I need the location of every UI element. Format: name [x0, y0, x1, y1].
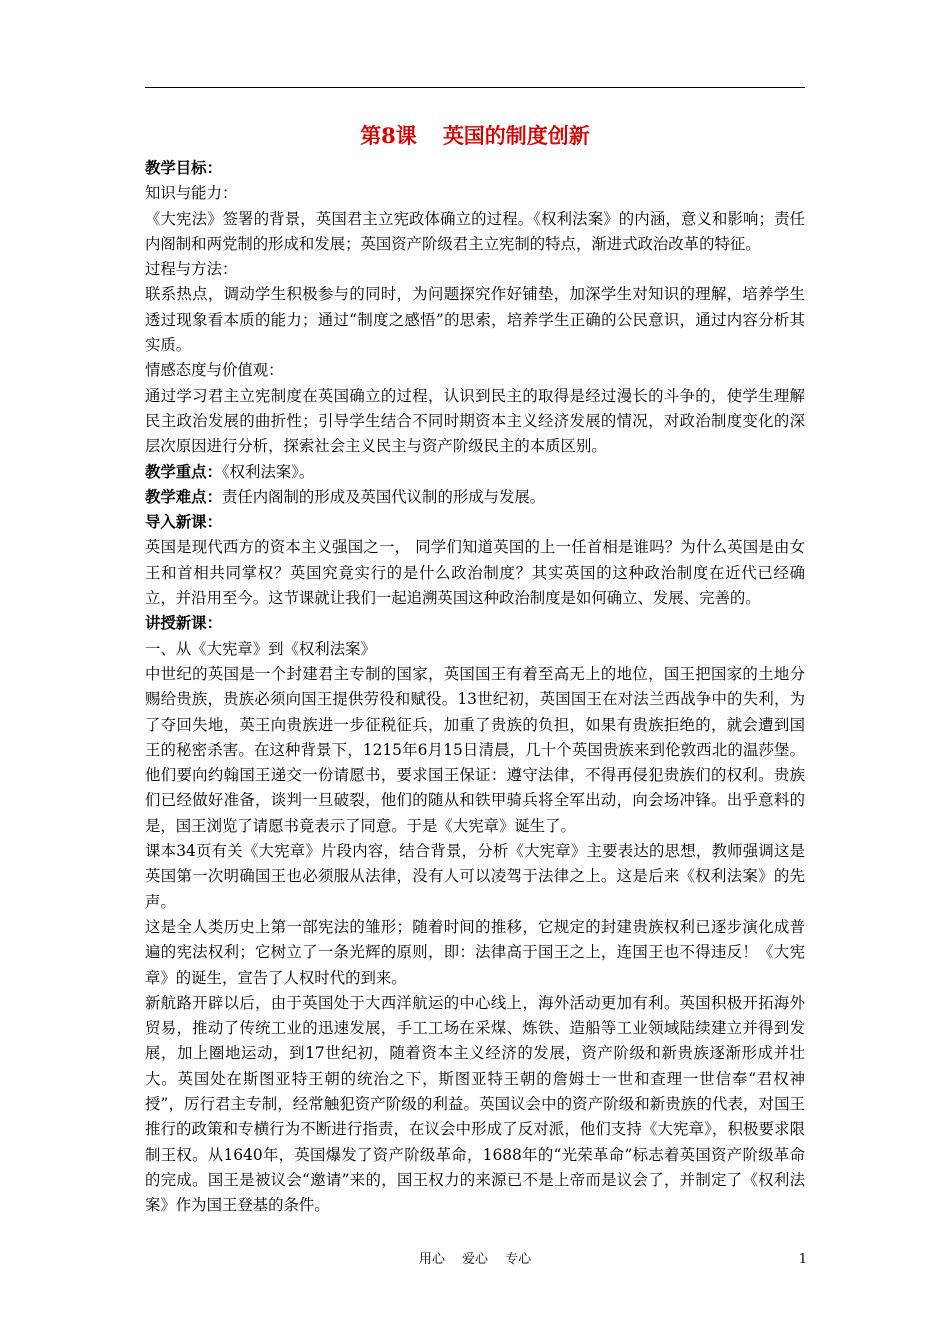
section-heading-1: 一、从《大宪章》到《权利法案》 — [145, 639, 376, 658]
footer-motto: 用心 爱心 专心 — [418, 1252, 532, 1267]
subheading-process-method: 过程与方法： — [145, 260, 238, 279]
page-footer — [0, 1250, 950, 1270]
teaching-difficulty-text: 责任内阁制的形成及英国代议制的形成与发展。 — [221, 487, 546, 506]
subheading-knowledge-ability: 知识与能力： — [145, 184, 238, 203]
heading-introduction: 导入新课： — [145, 513, 222, 532]
header-rule — [145, 87, 805, 88]
subheading-attitude-values: 情感态度与价值观： — [145, 361, 284, 380]
paragraph-knowledge-ability: 《大宪法》签署的背景，英国君主立宪政体确立的过程。《权利法案》的内涵，意义和影响；责任内阁制和两党制的形成和发展；英国资产阶级君主立宪制的特点，渐进式政治改革的特征。 — [145, 209, 805, 253]
lesson-name: 英国的制度创新 — [442, 123, 590, 148]
paragraph-introduction: 英国是现代西方的资本主义强国之一， 同学们知道英国的上一任首相是谁吗？为什么英国是由女王和首相共同掌权？英国究竟实行的是什么政治制度？其实英国的这种政治制度在近代已经确立，并沿用至今。这节课就让我们一起追溯英国这种政治制度是如何确立、发展、完善的。 — [145, 538, 805, 608]
lesson-number: 第8课 — [360, 123, 417, 148]
teaching-focus-text: 《权利法案》。 — [221, 462, 315, 481]
paragraph-new-routes: 新航路开辟以后，由于英国处于大西洋航运的中心线上，海外活动更加有利。英国积极开拓海外贸易，推动了传统工业的迅速发展，手工工场在采煤、炼铁、造船等工业领域陆续建立并得到发展，加上圈地运动，到17世纪初，随着资本主义经济的发展，资产阶级和新贵族逐渐形成并壮大。英国处在斯图亚特王朝的统治之下，斯图亚特王朝的詹姆士一世和查理一世信奉“君权神授”，厉行君主专制，经常触犯资产阶级的利益。英国议会中的资产阶级和新贵族的代表，对国王推行的政策和专横行为不断进行指责，在议会中形成了反对派，他们支持《大宪章》，积极要求限制王权。从1640年，英国爆发了资产阶级革命，1688年的“光荣革命”标志着英国资产阶级革命的完成。国王是被议会“邀请”来的，国王权力的来源已不是上帝而是议会了，并制定了《权利法案》作为国王登基的条件。 — [145, 993, 805, 1215]
teaching-difficulty-label: 教学难点： — [145, 487, 222, 506]
document-body — [145, 118, 805, 1218]
teaching-difficulty — [145, 485, 805, 510]
paragraph-medieval-england: 中世纪的英国是一个封建君主专制的国家，英国国王有着至高无上的地位，国王把国家的土地分赐给贵族，贵族必须向国王提供劳役和赋役。13世纪初，英国国王在对法兰西战争中的失利，为了夺回失地，英王向贵族进一步征税征兵，加重了贵族的负担，如果有贵族拒绝的，就会遭到国王的秘密杀害。在这种背景下，1215年6月15日清晨，几十个英国贵族来到伦敦西北的温莎堡。他们要向约翰国王递交一份请愿书，要求国王保证：遵守法律，不得再侵犯贵族们的权利。贵族们已经做好准备，谈判一旦破裂，他们的随从和铁甲骑兵将全军出动，向会场冲锋。出乎意料的是，国王浏览了请愿书竟表示了同意。于是《大宪章》诞生了。 — [145, 664, 805, 835]
teaching-focus-label: 教学重点： — [145, 462, 222, 481]
lesson-title — [145, 118, 805, 154]
paragraph-first-constitution: 这是全人类历史上第一部宪法的雏形；随着时间的推移，它规定的封建贵族权利已逐步演化成普遍的宪法权利；它树立了一条光辉的原则，即：法律高于国王之上，连国王也不得违反！《大宪章》的诞生，宣告了人权时代的到来。 — [145, 917, 805, 987]
heading-teaching-goals: 教学目标： — [145, 159, 222, 177]
paragraph-textbook-page34: 课本34页有关《大宪章》片段内容，结合背景，分析《大宪章》主要表达的思想，教师强调这是英国第一次明确国王也必须服从法律，没有人可以凌驾于法律之上。这是后来《权利法案》的先声。 — [145, 842, 805, 911]
paragraph-attitude-values: 通过学习君主立宪制度在英国确立的过程，认识到民主的取得是经过漫长的斗争的，使学生理解民主政治发展的曲折性；引导学生结合不同时期资本主义经济发展的情况，对政治制度变化的深层次原因进行分析，探索社会主义民主与资产阶级民主的本质区别。 — [145, 386, 805, 456]
paragraph-process-method: 联系热点，调动学生积极参与的同时，为问题探究作好铺垫，加深学生对知识的理解，培养学生透过现象看本质的能力；通过“制度之感悟”的思索，培养学生正确的公民意识，通过内容分析其实质。 — [145, 285, 805, 355]
heading-new-lesson: 讲授新课： — [145, 614, 222, 633]
page-number: 1 — [798, 1252, 807, 1267]
teaching-focus — [145, 460, 805, 485]
